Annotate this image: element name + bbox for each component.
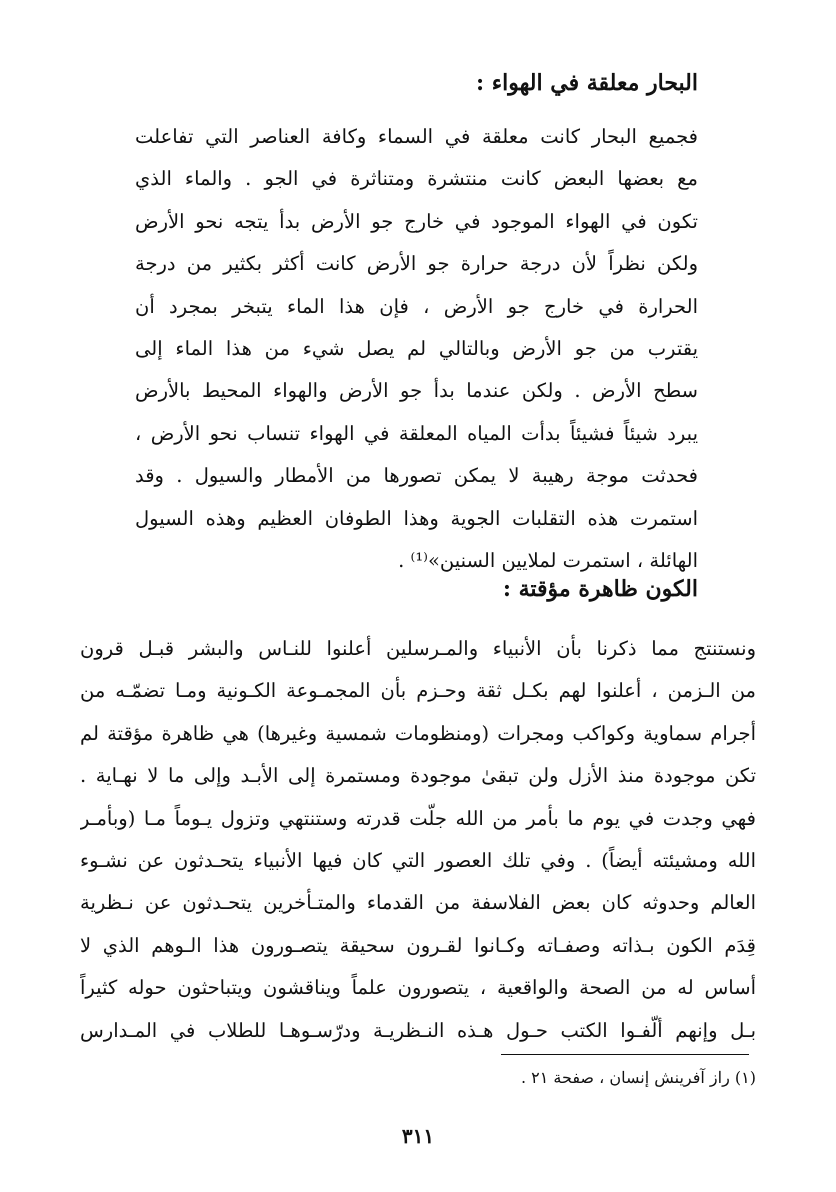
paragraph-line: الحرارة في خارج جو الأرض ، فإن هذا الماء يتبخر بمجرد أن xyxy=(135,294,698,318)
section-heading-universe: الكون ظاهرة مؤقتة : xyxy=(502,576,698,602)
paragraph-line: بـل وإنهم ألّفـوا الكتب حـول هـذه النـظريـة ودرّسـوهـا للطلاب في المـدارس xyxy=(80,1018,756,1042)
paragraph-line: ونستنتج مما ذكرنا بأن الأنبياء والمـرسلين أعلنوا للنـاس والبشر قبـل قرون xyxy=(80,637,756,660)
paragraph-line: ولكن نظراً لأن درجة حرارة جو الأرض كانت أكثر بكثير من درجة xyxy=(135,252,698,276)
paragraph-line: يبرد شيئاً فشيئاً بدأت المياه المعلقة في الهواء تنساب نحو الأرض ، xyxy=(135,421,698,445)
paragraph-line: تكن موجودة منذ الأزل ولن تبقىٰ موجودة ومستمرة إلى الأبـد وإلى ما لا نهـاية . xyxy=(80,764,756,788)
paragraph-line: استمرت هذه التقلبات الجوية وهذا الطوفان العظيم وهذه السيول xyxy=(135,506,698,530)
paragraph-line: العالم وحدوثه كان بعض الفلاسفة من القدماء والمتـأخرين يتحـدثون عن نـظرية xyxy=(80,891,756,915)
paragraph-line: الله ومشيئته أيضاً) . وفي تلك العصور التي كان فيها الأنبياء يتحـدثون عن نشـوء xyxy=(80,848,756,872)
paragraph-line: فحدثت موجة رهيبة لا يمكن تصورها من الأمطار والسيول . وقد xyxy=(135,464,698,488)
paragraph-line: مع بعضها البعض كانت منتشرة ومتناثرة في الجو . والماء الذي xyxy=(135,167,698,191)
paragraph-line: أساس له من الصحة والواقعية ، يتصورون علماً ويناقشون ويتباحثون حوله كثيراً xyxy=(80,976,756,1000)
footnote: (١) راز آفرينش إنسان ، صفحة ٢١ . xyxy=(520,1068,756,1087)
section-heading-seas: البحار معلقة في الهواء : xyxy=(476,70,698,96)
paragraph-line: أجرام سماوية وكواكب ومجرات (ومنظومات شمسية وغيرها) هي ظاهرة مؤقتة لم xyxy=(80,721,756,745)
page-number: ٣١١ xyxy=(401,1124,435,1148)
paragraph-line: فهي وجدت في يوم ما بأمر من الله جلّت قدرته وستنتهي وتزول يـوماً مـا (وبأمـر xyxy=(80,806,756,830)
paragraph-line: قِدَم الكون بـذاته وصفـاته وكـانوا لقـرون سحيقة يتصـورون هذا الـوهم الذي لا xyxy=(80,933,756,957)
paragraph-line: الهائلة ، استمرت لملايين السنين»⁽¹⁾ . xyxy=(398,548,698,572)
paragraph-line: سطح الأرض . ولكن عندما بدأ جو الأرض والهواء المحيط بالأرض xyxy=(135,379,698,403)
paragraph-line: تكون في الهواء الموجود في خارج جو الأرض بدأ يتجه نحو الأرض xyxy=(135,209,698,233)
footnote-divider xyxy=(501,1054,749,1055)
paragraph-universe xyxy=(0,628,836,1052)
paragraph-line: فجميع البحار كانت معلقة في السماء وكافة العناصر التي تفاعلت xyxy=(135,125,698,148)
paragraph-line: من الـزمن ، أعلنوا لهم بكـل ثقة وحـزم بأن المجمـوعة الكـونية ومـا تضمّـه من xyxy=(80,679,756,703)
paragraph-seas xyxy=(0,116,836,582)
paragraph-line: يقترب من جو الأرض وبالتالي لم يصل شيء من هذا الماء إلى xyxy=(135,336,698,360)
